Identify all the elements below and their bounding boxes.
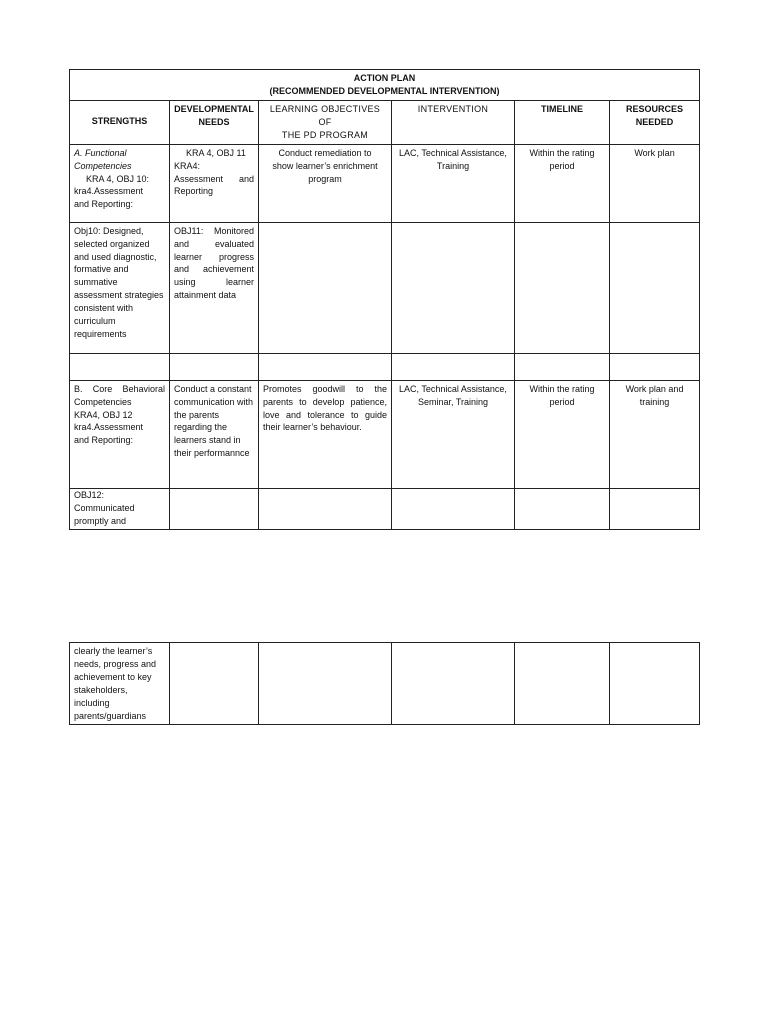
header-timeline: TIMELINE [515, 101, 610, 145]
row1-need-a: KRA 4, OBJ 11 [186, 147, 246, 158]
row4-developmental-needs: Conduct a constant communication with the parents regarding the learners stand in their performannce [170, 380, 259, 488]
header-obj-line-2: THE PD PROGRAM [281, 129, 369, 140]
table-row [70, 353, 700, 380]
row1-need-c: Assessment and [174, 173, 254, 184]
row4-intervention: LAC, Technical Assistance, Seminar, Training [392, 380, 515, 488]
row4-strengths [70, 380, 170, 488]
row3-empty [392, 353, 515, 380]
row1-strengths [70, 144, 170, 222]
table-row [70, 380, 700, 488]
continuation-table [69, 642, 700, 725]
header-res-line-2: NEEDED [635, 116, 674, 127]
row2-developmental-needs: OBJ11: Monitored and evaluated learner progress and achievement using learner attainment data [170, 222, 259, 353]
row4-learning-objectives: Promotes goodwill to the parents to develop patience, love and tolerance to guide their learner’s behaviour. [259, 380, 392, 488]
row4-strength-a: B. Core Behavioral [74, 383, 165, 394]
header-dev-line-1: DEVELOPMENTAL [174, 104, 254, 114]
row1-timeline: Within the rating period [515, 144, 610, 222]
row5-empty [392, 488, 515, 530]
row1-resources: Work plan [610, 144, 700, 222]
row2-resources-empty [610, 222, 700, 353]
row5-empty [170, 488, 259, 530]
row2-strengths: Obj10: Designed, selected organized and used diagnostic, formative and summative assessment strategies consistent with curriculum requirements [70, 222, 170, 353]
row5-empty [610, 488, 700, 530]
row4-strength-d: kra4.Assessment [74, 422, 144, 433]
table-row [70, 488, 700, 530]
header-res-line-1: RESOURCES [626, 104, 684, 114]
row1-strength-b: Competencies [74, 160, 132, 171]
continuation-empty [170, 643, 259, 725]
row2-objectives-empty [259, 222, 392, 353]
row3-empty [515, 353, 610, 380]
row3-empty [259, 353, 392, 380]
continuation-empty [259, 643, 392, 725]
continuation-empty [392, 643, 515, 725]
header-learning-objectives [259, 101, 392, 145]
table-row [70, 144, 700, 222]
continuation-strengths: clearly the learner’s needs, progress and achievement to key stakeholders, including parents/guardians [70, 643, 170, 725]
row1-need-b: KRA4: [174, 160, 201, 171]
row1-developmental-needs [170, 144, 259, 222]
header-intervention: INTERVENTION [392, 101, 515, 145]
row1-strength-d: kra4.Assessment [74, 186, 144, 197]
row1-learning-objectives: Conduct remediation to show learner’s enrichment program [259, 144, 392, 222]
header-obj-line-1: LEARNING OBJECTIVES OF [269, 104, 381, 127]
header-dev-line-2: NEEDS [198, 116, 230, 127]
row3-empty [170, 353, 259, 380]
title-line-2: (RECOMMENDED DEVELOPMENTAL INTERVENTION) [269, 85, 500, 96]
row1-intervention: LAC, Technical Assistance, Training [392, 144, 515, 222]
title-line-1: ACTION PLAN [353, 73, 416, 83]
row4-strength-c: KRA4, OBJ 12 [74, 409, 133, 420]
table-title [70, 70, 700, 101]
row1-need-d: Reporting [174, 186, 214, 197]
continuation-empty [515, 643, 610, 725]
row4-strength-b: Competencies [74, 396, 132, 407]
header-resources-needed [610, 101, 700, 145]
row1-strength-a: A. Functional [74, 147, 127, 158]
table-row [70, 222, 700, 353]
row5-strengths: OBJ12: Communicated promptly and [70, 488, 170, 530]
row3-empty [70, 353, 170, 380]
row4-timeline: Within the rating period [515, 380, 610, 488]
row1-strength-e: and Reporting: [74, 199, 134, 210]
row2-timeline-empty [515, 222, 610, 353]
row3-empty [610, 353, 700, 380]
row4-resources: Work plan and training [610, 380, 700, 488]
header-strengths: STRENGTHS [70, 101, 170, 145]
row5-empty [259, 488, 392, 530]
row2-intervention-empty [392, 222, 515, 353]
action-plan-table [69, 69, 700, 530]
row4-strength-e: and Reporting: [74, 435, 134, 446]
continuation-empty [610, 643, 700, 725]
row5-empty [515, 488, 610, 530]
table-row [70, 643, 700, 725]
header-developmental-needs [170, 101, 259, 145]
row1-strength-c: KRA 4, OBJ 10: [86, 173, 150, 184]
